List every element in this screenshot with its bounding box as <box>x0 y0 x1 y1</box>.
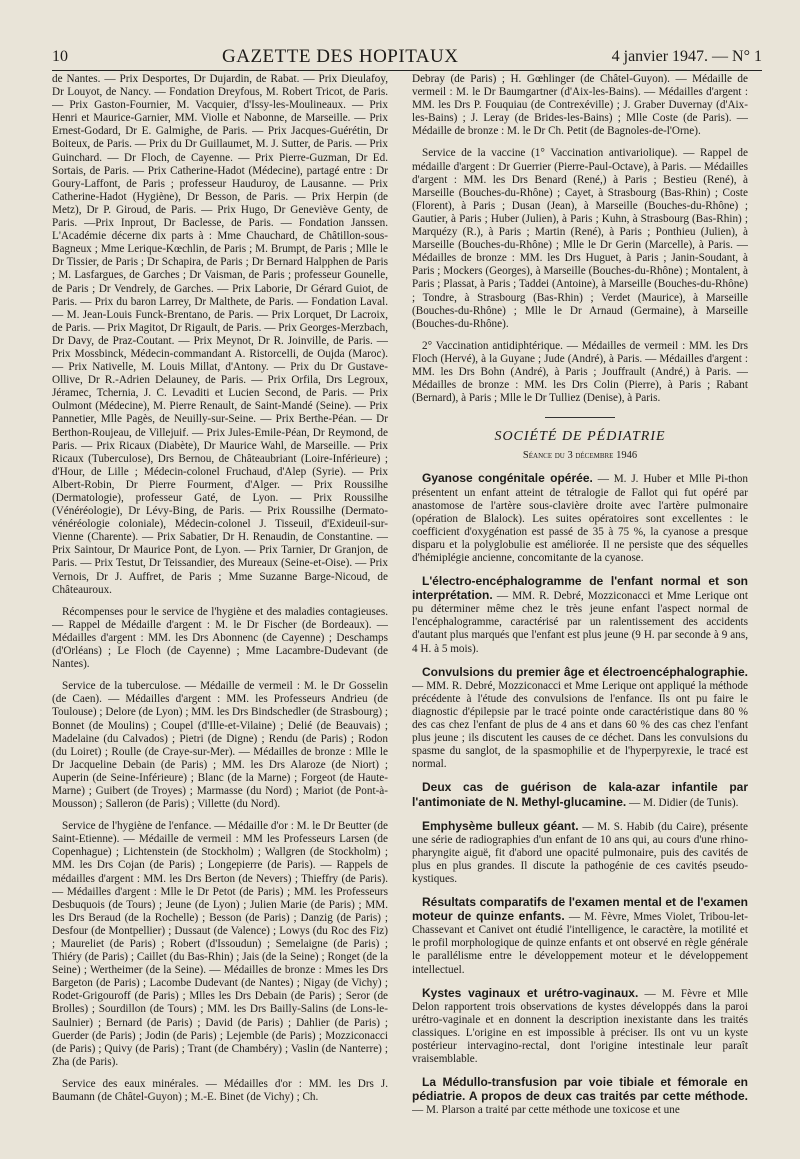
article-text: — M. Fèvre, Mmes Violet, Tribou-let-Chassevant et Canivet ont étudié l'intelligence, le caractère, la motilité et le profil morphologique de quinze enfants et ont observé en règle générale le parallélisme entre le développement moteur et le développement intellectuel. <box>412 911 748 976</box>
vaccine-service: Service de la vaccine (1° Vaccination antivariolique). — Rappel de médaille d'argent : Dr Guerrier (Pierre-Paul-Octave), à Paris. — Médailles d'argent : MM. les Drs Benard (René,) à Paris ; Bestieu (René), à Marseille (Bouches-du-Rhône) ; Cayet, à Strasbourg (Bas-Rhin) ; Coste (Florent), à Paris ; Dusan (Jean), à Marseille (Bouches-du-Rhône) ; Gautier, à Paris ; Huber (Julien), à Paris ; Kuhn, à Strasbourg (Bas-Rhin) ; Marquézy (R.), à Paris ; Martin (René), à Paris ; Ponthieu (Julien), à Marseille (Bouches-du-Rhône) ; Mlle le Dr Gerin (Marcelle), à Paris. — Médailles de bronze : MM. les Drs Huguet, à Paris ; Janin-Soudant, à Paris ; Mockers (Georges), à Marseille (Bouches-du-Rhône) ; Montalent, à Paris ; Plassat, à Paris ; Taddei (Antoine), à Marseille (Bouches-du-Rhône) ; Tondre, à Strasbourg (Bas-Rhin) ; Verdet (Maurice), à Marseille (Bouches-du-Rhône) ; Mlle le Dr Arnaud (Germaine), à Marseille (Bouches-du-Rhône). <box>412 147 748 330</box>
page-number: 10 <box>52 48 68 65</box>
article-heading: Kystes vaginaux et urétro-vaginaux. <box>422 985 639 1000</box>
page-header <box>52 46 762 71</box>
article-text: — M. Plarson a traité par cette méthode une toxicose et une <box>412 1104 680 1117</box>
article <box>412 575 748 656</box>
journal-title: GAZETTE DES HOPITAUX <box>222 46 459 67</box>
tuberculosis-service: Service de la tuberculose. — Médaille de vermeil : M. le Dr Gosselin (de Caen). — Médailles d'argent : MM. les Professeurs Andrieu (de Toulouse) ; Delore (de Lyon) ; MM. les Drs Bindschedler (de Strasbourg) ; Bonnet (de Moulins) ; Coupel (d'Ille-et-Vilaine) ; Delié (de Beauvais) ; Madelaine (du Calvados) ; Pietri (de Digne) ; Rendu (de Paris) ; Rodon (du Loiret) ; Roulle (de Craye-sur-Mer). — Médailles de bronze : Mlle le Dr Jacqueline Debain (de Paris) ; MM. les Drs Alaroze (de Niort) ; Auperin (de Seine-Inférieure) ; Blanc (de la Marne) ; Forgeot (de Haute-Marne) ; Guibert (de Troyes) ; Marmasse (du Nord) ; Mariot (de Pont-à-Mousson) ; Salleron (de Paris) ; Villette (du Nord). <box>52 680 388 811</box>
child-hygiene-service: Service de l'hygiène de l'enfance. — Médaille d'or : M. le Dr Beutter (de Saint-Etienne). — Médaille de vermeil : MM les Professeurs Larsen (de Copenhague) ; Lichtenstein (de Stockholm) ; Wallgren (de Stockholm) ; MM. les Drs Cojan (de Paris) ; Longepierre (de Paris). — Rappels de médailles d'argent : MM. les Drs Berton (de Nevers) ; Thieffry (de Paris). — Médailles d'argent : Mlle le Dr Petot (de Paris) ; MM. les Professeurs Desbuquois (de Tours) ; Jeune (de Lyon) ; Julien Marie (de Paris) ; MM. les Drs Beraud (de la Rochelle) ; Besson (de Paris) ; Danzig (de Paris) ; Desfour (de Montpellier) ; Dussaut (de Valence) ; Lowys (du Roc des Fiz) ; Maureliet (de Paris) ; Robert (d'Issoudun) ; Semelaigne (de Paris) ; Thiéry (de Paris) ; Caillet (du Bas-Rhin) ; Jais (de la Seine) ; Ronget (de la Seine) ; Wertheimer (de la Seine). — Médailles de bronze : Mmes les Drs Bargeton (de Paris) ; Lacombe Dudevant (de Nantes) ; Nigay (de Vichy) ; Rodet-Grigouroff (de Paris) ; Mlles les Drs Debain (de Paris) ; Seror (de Brolles) ; Sourdillon (de Tours) ; MM. les Drs Bailly-Salins (de Lons-le-Saulnier) ; Bernard (de Paris) ; David (de Paris) ; Dahlier (de Paris) ; Guerder (de Paris) ; Jodin (de Paris) ; Lejemble (de Paris) ; Mozziconacci (de Paris) ; Quivy (de Paris) ; Trant (de Chambéry) ; Vaslin (de Nanterre) ; Zha (de Paris). <box>52 820 388 1068</box>
issue-date: 4 janvier 1947. — N° 1 <box>611 48 762 65</box>
article-text: — M. J. Huber et Mlle Pi-thon présentent un enfant atteint de tétralogie de Fallot qui fut opéré par anastomose de l'artère sous-clavière droite avec l'artère pulmonaire (opération de Blalock). Les suites opératoires sont excellentes : le coefficient d'oxygénation est passé de 35 à 75 %, la cyanose a presque disparu et la polyglobulie est améliorée. Il ne persiste que des séquelles d'hémiplégie ancienne, concomitante de la cyanose. <box>412 473 748 564</box>
article-heading: Emphysème bulleux géant. <box>422 818 579 833</box>
mineral-waters-service: Service des eaux minérales. — Médailles d'or : MM. les Drs J. Baumann (de Châtel-Guyon) ; M.-E. Binet (de Vichy) ; Ch. <box>52 1077 388 1104</box>
hygiene-rewards: Récompenses pour le service de l'hygiène et des maladies contagieuses. — Rappel de Médaille d'argent : M. le Dr Fischer (de Bordeaux). — Médailles d'argent : MM. les Drs Abonnenc (de Cayenne) ; Deschamps (d'Orléans) ; Le Floch (de Cayenne) ; Mme Lacambre-Dudevant (de Nantes). <box>52 605 388 671</box>
article <box>412 896 748 977</box>
article-heading: L'électro-encéphalogramme de l'enfant normal et son interprétation. <box>412 574 748 603</box>
article-text: — M. S. Habib (du Caire), présente une série de radiographies d'un enfant de 10 ans qui, au cours d'une rhino-pharyngite aiguë, fit d'abord une opacité pulmonaire, puis des cavités de plus en plus grandes. Il discute la pathogénie de ces cavités pseudo-kystiques. <box>412 820 748 885</box>
article-text: — M. Fèvre et Mlle Delon rapportent trois observations de kystes développés dans la paroi urétro-vaginale et en donnent la description inexistante dans les traités classiques. L'origine en est impossible à préciser. Ils ont vu un kyste postérieur intervagino-rectal, dont l'origine intestinale leur paraît vraisemblable. <box>412 987 748 1066</box>
mineral-waters-continued: Debray (de Paris) ; H. Gœhlinger (de Châtel-Guyon). — Médaille de vermeil : M. le Dr Baumgartner (d'Aix-les-Bains). — Médailles d'argent : MM. les Drs P. Fouquiau (de Contrexéville) ; J. Graber Duvernay (d'Aix-les-Bains) ; J. Leray (de Brides-les-Bains) ; Mlle Coste (de Paris). — Médaille de bronze : M. le Dr Ch. Petit (de Bagnoles-de-l'Orne). <box>412 73 748 138</box>
prize-list: de Nantes. — Prix Desportes, Dr Dujardin, de Rabat. — Prix Dieulafoy, Dr Louyot, de Nancy. — Fondation Dreyfous, M. Robert Tricot, de Paris. — Prix Gaston-Fournier, M. Vacquier, d'Issy-les-Moulineaux. — Prix Henri et Maurice-Garnier, MM. Violle et Nabonne, de Marseille. — Prix Ernest-Godard, Dr E. Galmighe, de Paris. — Prix Jacques-Guérétin, Dr Boiteux, de Paris. — Prix du Dr Guillaumet, M. J. Sutter, de Paris. — Prix Guinchard. — Dr Floch, de Cayenne. — Prix Pierre-Guzman, Dr Ed. Sortais, de Paris. — Prix Catherine-Hadot (Médecine), partagé entre : Dr Goury-Laffont, de Paris ; professeur Hauduroy, de Lausanne. — Prix Catherine-Hadot (Hygiène), Dr Besson, de Paris. — Prix Herpin (de Metz), Dr P. Giroud, de Paris. — Prix Hugo, Dr Geneviève Genty, de Paris. —Prix Inprout, Dr Baclesse, de Paris. — Fondation Janssen. L'Académie décerne dix parts à : Mme Chauchard, de Châtillon-sous-Bagneux ; Mme Lerique-Kœchlin, de Paris ; M. Brumpt, de Paris ; Mlle le Dr Tissier, de Paris ; Dr Schapira, de Paris ; Dr Bernard Halpphen de Paris ; M. Lasfargues, de Garches ; Dr Vaisman, de Paris ; professeur Gounelle, de Paris ; Dr Vendrely, de Garches. — Prix Laborie, Dr Gérard Guiot, de Paris. — Prix du baron Larrey, Dr Malthete, de Paris. — Fondation Laval. — M. Jean-Louis Funck-Brentano, de Paris. — Prix Lorquet, Dr Lacroix, de Paris. — Prix Magitot, Dr Rigault, de Paris. — Prix Georges-Merzbach, Dr Davy, de Praz-Coutant. — Prix Meynot, Dr R. Joinville, de Paris. — Prix Mossbinck, Médecin-commandant A. Ristorcelli, de Oujda (Maroc). — Prix Nativelle, M. Louis Millat, d'Antony. — Prix du Dr Gustave-Ollive, Dr R.-Adrien Delauney, de Paris. — Prix Orfila, Drs Legroux, Jéramec, Tchernia, J. C. Levaditi et Lucien Second, de Paris. — Prix Oulmont (Médecine), M. Pierre Renault, de Saint-Mandé (Seine). — Prix Pannetier, Mlle Pagès, de Neuilly-sur-Seine. — Prix Berthe-Péan. — Dr Berthon-Roujeau, de Villejuif. — Prix Jules-Emile-Péan, Dr Reymond, de Paris. — Prix Ricaux (Diabète), Dr Maurice Wahl, de Marseille. — Prix Ricaux (Tuberculose), Drs Bernou, de Châteaubriant (Loire-Inférieure) ; d'Hour, de Lille ; Médecin-colonel Fruchaud, d'Alep (Syrie). — Prix Albert-Robin, Dr Pierre Fourment, d'Alger. — Prix Roussilhe (Dermatologie), professeur Gaté, de Lyon. — Prix Roussilhe (Vénéréologie), Dr Lévy-Bing, de Paris. — Prix Roussilhe (Dermato-vénéréologie coloniale), Médecin-colonel J. Tisseuil, d'Exideuil-sur-Vienne (Charente). — Prix Sabatier, Dr H. Renaudin, de Constantine. — Prix Saintour, Dr Maurice Pont, de Lyon. — Prix Tarnier, Dr Granjon, de Paris. — Prix Testut, Dr Teissandier, des Mureaux (Seine-et-Oise). — Prix Vernois, Dr J. Auffret, de Paris ; Mme Suzanne Barge-Nicoud, de Châteauroux. <box>52 73 388 596</box>
article-heading: La Médullo-transfusion par voie tibiale et fémorale en pédiatrie. A propos de deux cas traités par cette méthode. <box>412 1075 748 1104</box>
article-heading: Convulsions du premier âge et électroencéphalographie. <box>422 664 748 679</box>
article <box>412 987 748 1067</box>
right-column <box>412 73 748 1153</box>
article-heading: Résultats comparatifs de l'examen mental et de l'examen moteur de quinze enfants. <box>412 895 748 924</box>
article-heading: Gyanose congénitale opérée. <box>422 471 593 486</box>
article <box>412 1076 748 1117</box>
article <box>412 666 748 772</box>
article <box>412 472 748 565</box>
article-text: — M. Didier (de Tunis). <box>626 796 739 809</box>
article <box>412 781 748 809</box>
left-column <box>52 73 388 1153</box>
article-text: — MM. R. Debré, Mozziconacci et Mme Lerique ont pu déterminer même chez le très jeune enfant l'aspect normal de l'encéphalogramme, caractérisé par un ralentissement des accidents d'autant plus marqués que l'enfant est plus jeune (9 H. par seconde à 9 ans, 4 H. à 5 mois). <box>412 590 748 655</box>
article-text: — MM. R. Debré, Mozziconacci et Mme Lerique ont appliqué la méthode précédente à l'étude des convulsions de l'enfance. Ils ont pu faire le diagnostic d'épilepsie par le tracé pointe onde caractéristique dans 80 % des cas chez l'enfant de plus de 4 ans et dans 60 % des cas chez l'enfant plus jeune ; ils discutent les causes de ce déchet. Dans les convulsions du spasme du sanglot, de la spasmophilie et de l'hyperpyrexie, le tracé est normal. <box>412 679 748 771</box>
society-title: SOCIÉTÉ DE PÉDIATRIE <box>494 429 666 445</box>
article-heading: Deux cas de guérison de kala-azar infantile par l'antimoniate de N. Methyl-glucamine. <box>412 780 748 809</box>
session-date: Séance du 3 décembre 1946 <box>522 450 638 462</box>
diphtheria-vaccination: 2° Vaccination antidiphtérique. — Médailles de vermeil : MM. les Drs Floch (Hervé), à la Guyane ; Jude (André), à Paris. — Médailles d'argent : MM. les Drs Bohn (André), à Paris ; Jouffrault (André,) à Paris. — Médailles de bronze : MM. les Drs Colin (Pierre), à Paris ; Rabant (Bernard), à Paris ; Mlle le Dr Tulliez (Denise), à Paris. <box>412 339 748 405</box>
section-divider <box>545 417 615 418</box>
article <box>412 820 748 886</box>
